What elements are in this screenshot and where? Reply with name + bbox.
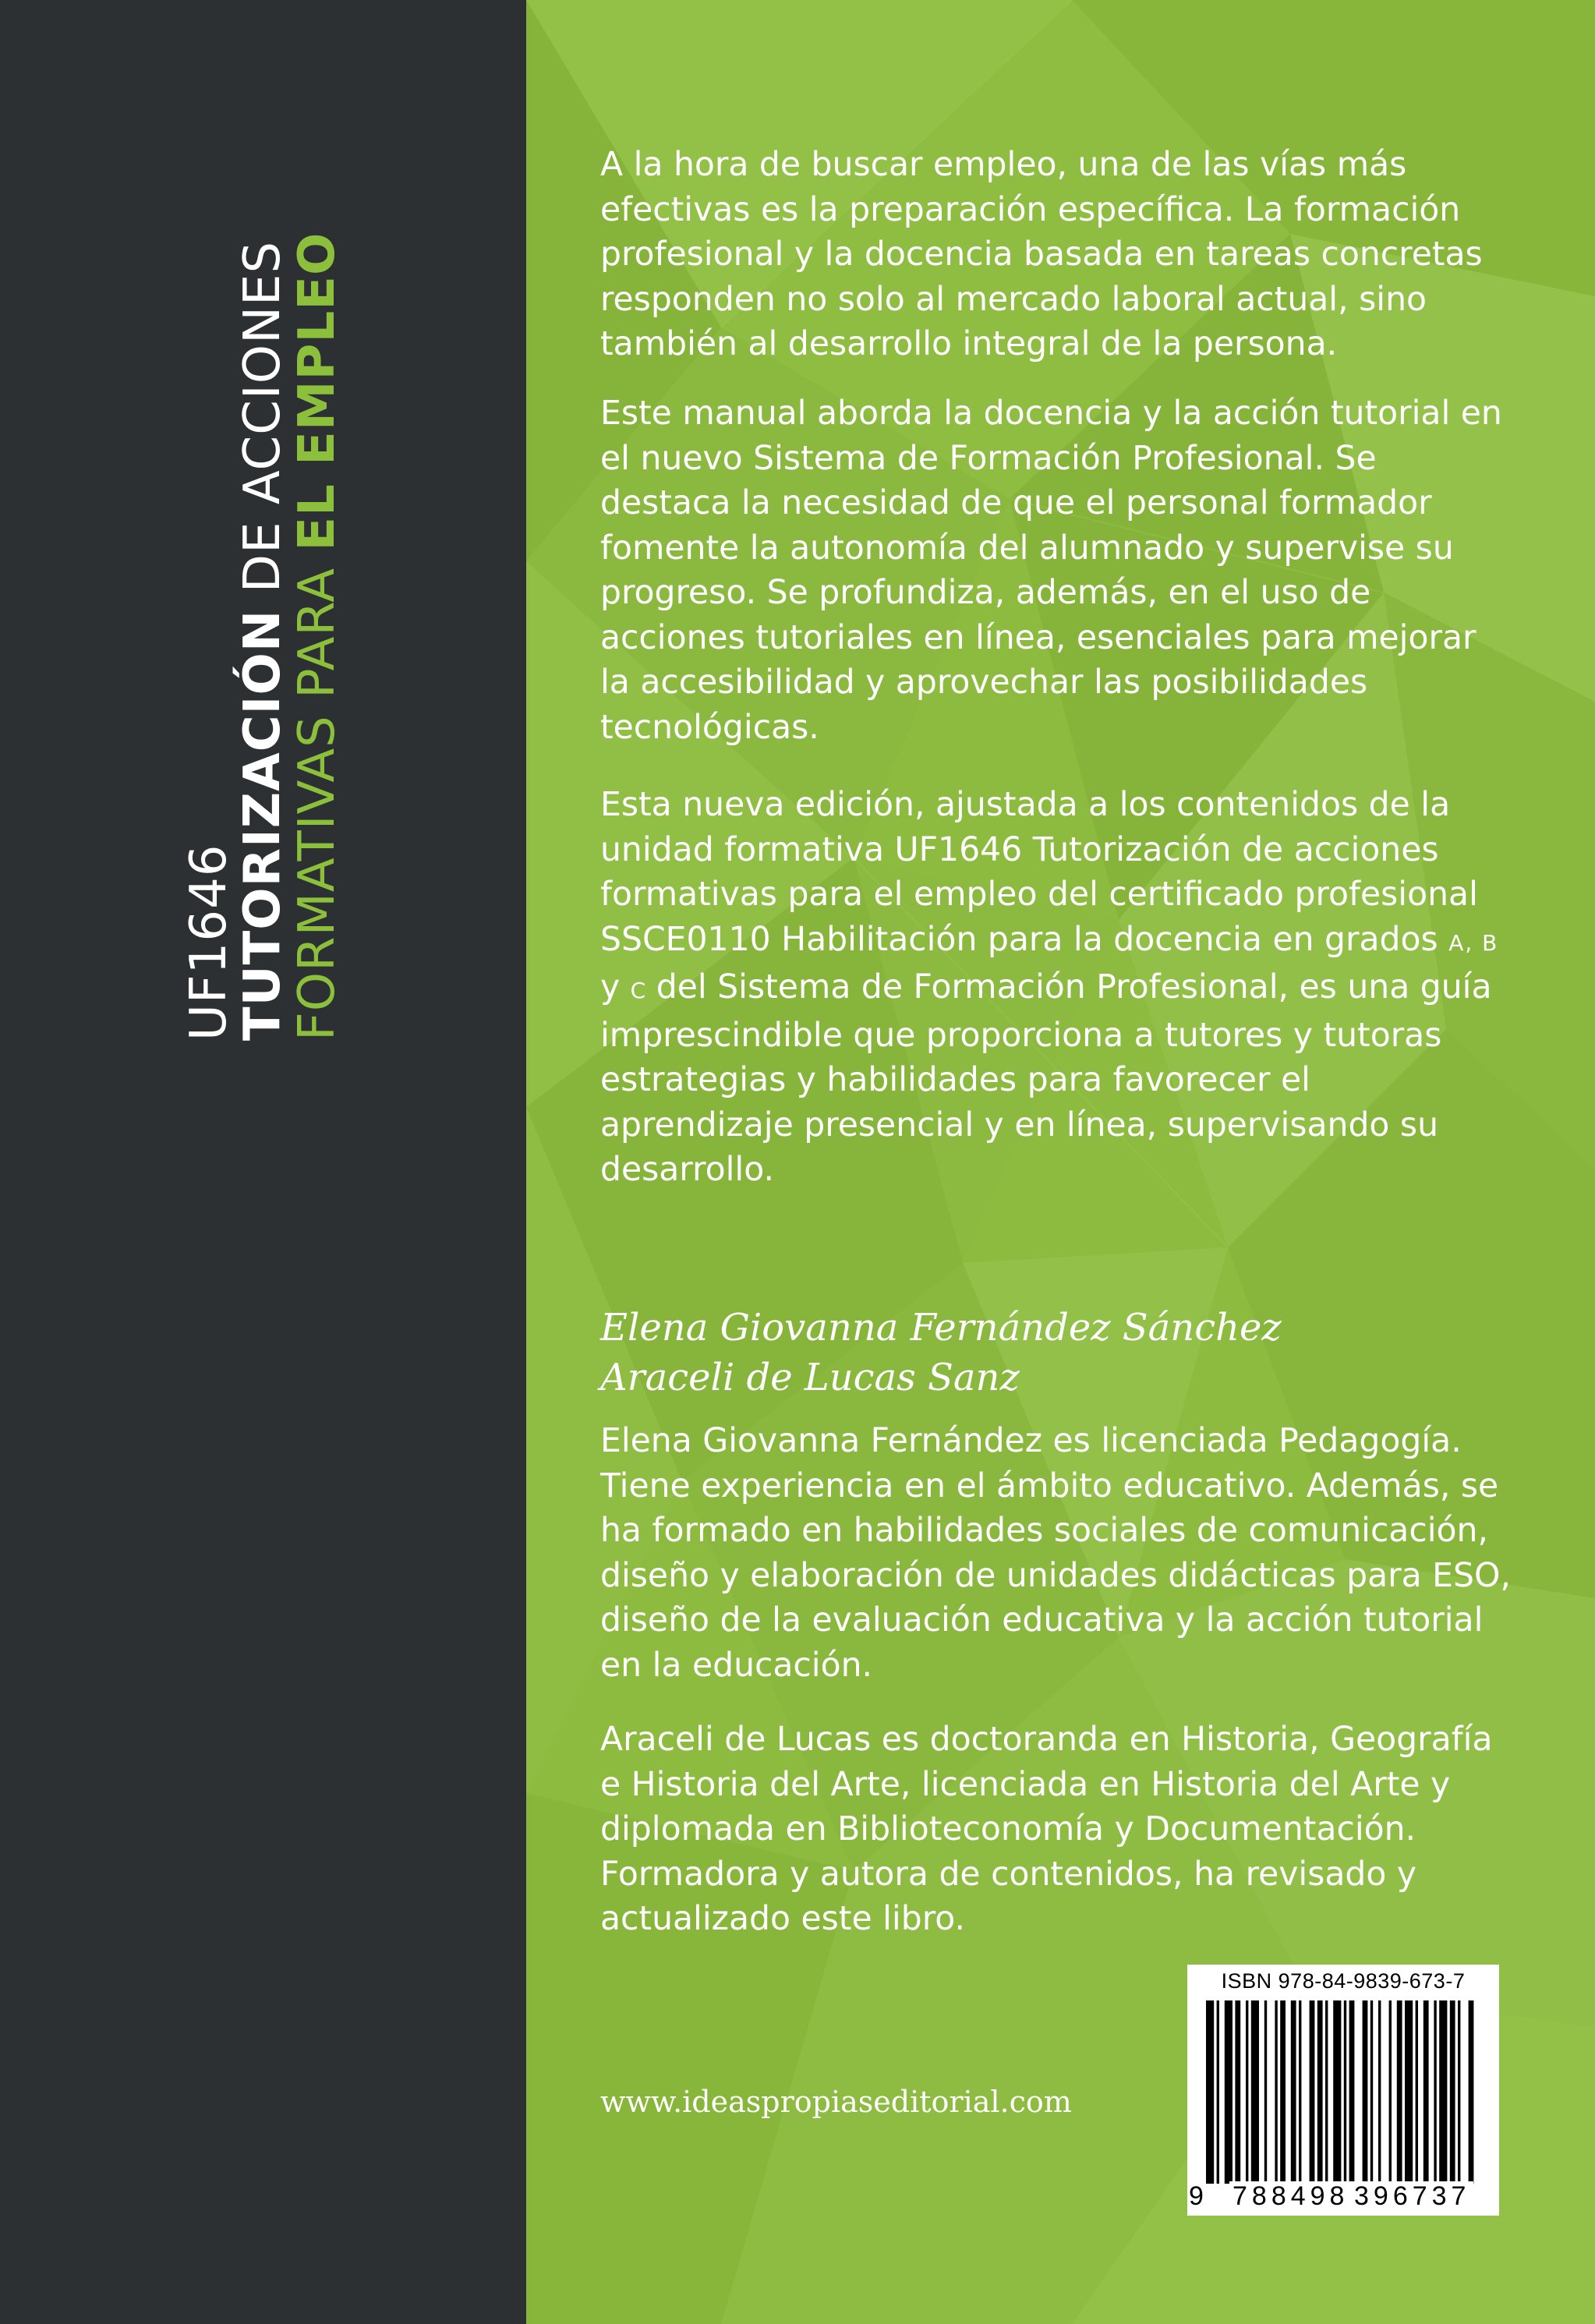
isbn-label: ISBN 978-84-9839-673-7 [1221, 1969, 1466, 1993]
spine-subtitle-bold: EL EMPLEO [288, 232, 346, 551]
paragraph-3-start: Esta nueva edición, ajustada a los contenidos de la unidad formativa UF1646 Tutorización de acciones formativas para el empleo del certificado profesional SSCE0110 Habilitación para la docencia en grados [600, 786, 1478, 959]
barcode-bar [1469, 2000, 1474, 2184]
paragraph-3-y: y [600, 968, 631, 1006]
description-paragraph-1: A la hora de buscar empleo, una de las vías más efectivas es la preparación específica. La formación profesional y la docencia basada en tareas concretas responden no solo al mercado laboral actual, sino también al desarrollo integral de la persona. [600, 146, 1483, 363]
barcode-bar [1344, 2000, 1346, 2184]
description-paragraph-3 [600, 783, 1512, 1193]
barcode-bar [1389, 2000, 1392, 2184]
grades-small-caps: A, B [1448, 929, 1499, 956]
author-name-1: Elena Giovanna Fernández Sánchez [600, 1306, 1282, 1349]
barcode-bar [1235, 2000, 1240, 2184]
barcode-bar [1458, 2000, 1460, 2184]
barcode-bar [1397, 2000, 1402, 2184]
barcode-digits-right: 396737 [1351, 2181, 1473, 2212]
spine-title [88, 232, 439, 1041]
barcode-bar [1450, 2000, 1455, 2184]
spine-title-line-3 [288, 232, 346, 1041]
barcode-bar [1434, 2000, 1436, 2184]
barcode-bar [1378, 2000, 1381, 2184]
barcode-digits-left: 788498 [1229, 2181, 1352, 2212]
spine-title-line-2 [234, 240, 292, 1041]
barcode-bar [1246, 2000, 1248, 2184]
author-bio-2: Araceli de Lucas es doctoranda en Historia, Geografía e Historia del Arte, licenciada en Historia del Arte y diplomada en Biblioteconomía y Documentación. Formadora y autora de contenidos, ha revisado y actualizado este libro. [600, 1721, 1493, 1938]
publisher-website[interactable]: www.ideaspropiaseditorial.com [600, 2085, 1072, 2119]
spine-subtitle-rest: FORMATIVAS PARA [288, 550, 346, 1041]
barcode-bar [1251, 2000, 1259, 2184]
barcode-bar [1370, 2000, 1373, 2184]
barcode-bar [1423, 2000, 1429, 2184]
barcode-bar [1405, 2000, 1413, 2184]
barcode-bar [1217, 2000, 1219, 2184]
barcode-bar [1325, 2000, 1328, 2184]
barcode-bar [1363, 2000, 1368, 2184]
barcode-bar [1349, 2000, 1355, 2184]
barcode-bar [1310, 2000, 1315, 2184]
spine-title-rest: DE ACCIONES [234, 240, 292, 610]
barcode-bar [1299, 2000, 1301, 2184]
description-paragraph-2: Este manual aborda la docencia y la acción tutorial en el nuevo Sistema de Formación Profesional. Se destaca la necesidad de que el personal formador fomente la autonomía del alumnado y supervise su progreso. Se profundiza, además, en el uso de acciones tutoriales en línea, esenciales para mejorar la accesibilidad y aprovechar las posibilidades tecnológicas. [600, 394, 1502, 747]
barcode-bar [1416, 2000, 1418, 2184]
authors-block [600, 1303, 1512, 1403]
barcode-bar [1439, 2000, 1447, 2184]
barcode-bar [1264, 2000, 1267, 2184]
spine [0, 0, 526, 2324]
barcode-bar [1225, 2000, 1232, 2184]
isbn-barcode [1187, 1965, 1499, 2216]
barcode-bar [1333, 2000, 1341, 2184]
spine-title-bold: TUTORIZACIÓN [234, 609, 292, 1041]
author-bio-1: Elena Giovanna Fernández es licenciada Pedagogía. Tiene experiencia en el ámbito educativo. Además, se ha formado en habilidades sociales de comunicación, diseño y elaboración de unidades didácticas para ESO, diseño de la evaluación educativa y la acción tutorial en la educación. [600, 1422, 1511, 1685]
barcode-bar [1206, 2000, 1214, 2184]
barcode-bar [1291, 2000, 1296, 2184]
paragraph-3-end: del Sistema de Formación Profesional, es una guía imprescindible que proporciona a tutores y tutoras estrategias y habilidades para favorecer el aprendizaje presencial y en línea, supervisando su desarrollo. [600, 968, 1492, 1189]
barcode-digit-first: 9 [1189, 2181, 1204, 2211]
barcode-bars-graphic [1206, 2000, 1480, 2211]
barcode-bar [1317, 2000, 1323, 2184]
barcode-bar [1275, 2000, 1277, 2184]
spine-code: UF1646 [180, 844, 239, 1041]
barcode-bar [1280, 2000, 1286, 2184]
author-name-2: Araceli de Lucas Sanz [600, 1356, 1020, 1399]
grade-c-small-caps: C [630, 978, 646, 1003]
